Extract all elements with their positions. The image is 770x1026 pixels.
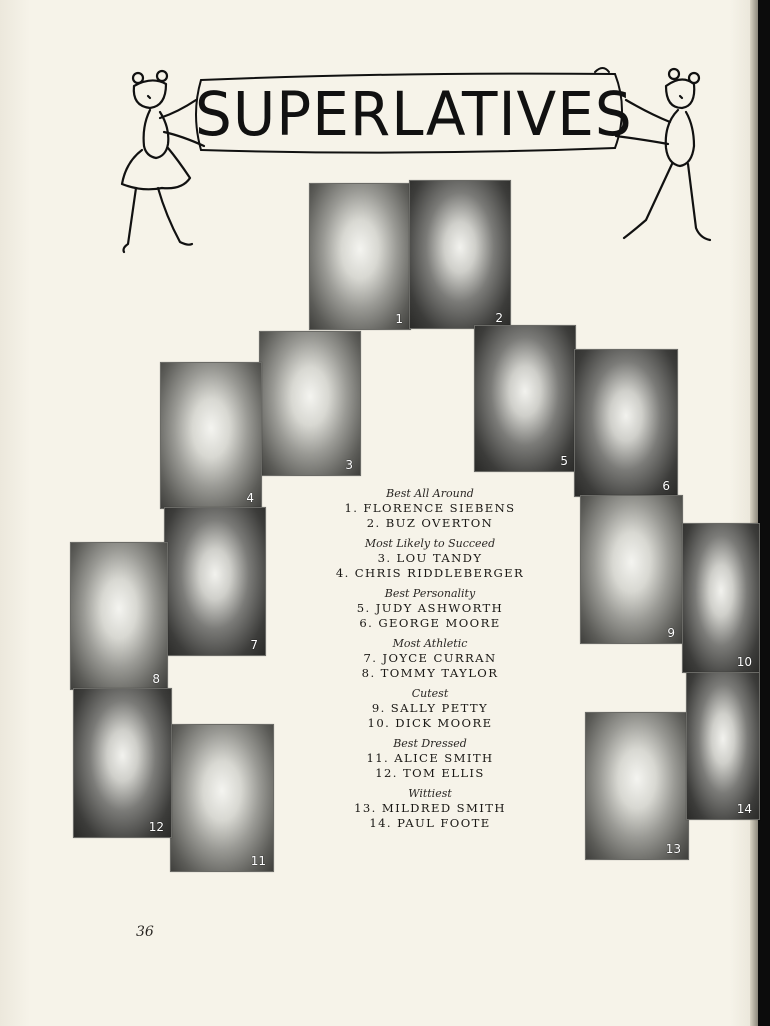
award-winner: 5. JUDY ASHWORTH <box>356 601 504 615</box>
portrait-number: 8 <box>152 672 160 686</box>
award-category: Best Personality <box>384 587 476 600</box>
award-category: Wittiest <box>408 787 452 800</box>
portrait-14 <box>686 672 760 820</box>
award-winner: 14. PAUL FOOTE <box>369 816 491 830</box>
award-winner: 10. DICK MOORE <box>367 716 493 730</box>
portrait-11 <box>170 724 274 872</box>
portrait-number: 9 <box>667 626 675 640</box>
award-winner: 13. MILDRED SMITH <box>354 801 506 815</box>
portrait-4 <box>160 362 262 509</box>
portrait-number: 3 <box>345 458 353 472</box>
page-number: 36 <box>136 924 154 940</box>
portrait-number: 11 <box>250 854 266 868</box>
portrait-number: 14 <box>736 802 752 816</box>
portrait-number: 7 <box>250 638 258 652</box>
portrait-8 <box>70 542 168 690</box>
portrait-number: 2 <box>495 311 503 325</box>
award-category: Best All Around <box>386 487 474 500</box>
portrait-5 <box>474 325 576 472</box>
portrait-2 <box>409 180 511 329</box>
award-winner: 2. BUZ OVERTON <box>366 516 494 530</box>
award-winner: 9. SALLY PETTY <box>371 701 489 715</box>
page-edge-shadow <box>750 0 758 1026</box>
portrait-number: 4 <box>246 491 254 505</box>
portrait-13 <box>585 712 689 860</box>
award-winner: 6. GEORGE MOORE <box>359 616 501 630</box>
portrait-number: 5 <box>560 454 568 468</box>
title-banner <box>195 66 633 160</box>
portrait-3 <box>259 331 361 476</box>
award-winner: 7. JOYCE CURRAN <box>363 651 497 665</box>
award-winner: 1. FLORENCE SIEBENS <box>344 501 516 515</box>
award-winner: 11. ALICE SMITH <box>366 751 494 765</box>
award-category: Most Likely to Succeed <box>364 537 496 550</box>
award-winner: 12. TOM ELLIS <box>375 766 485 780</box>
page-title: SUPERLATIVES <box>195 78 633 150</box>
award-category: Best Dressed <box>393 737 467 750</box>
portrait-10 <box>682 523 760 673</box>
portrait-6 <box>574 349 678 497</box>
portrait-number: 6 <box>662 479 670 493</box>
portrait-number: 13 <box>665 842 681 856</box>
portrait-number: 10 <box>736 655 752 669</box>
portrait-number: 12 <box>148 820 164 834</box>
book-spine <box>758 0 770 1026</box>
awards-list <box>290 487 570 831</box>
portrait-1 <box>309 183 411 330</box>
portrait-7 <box>164 507 266 656</box>
portrait-9 <box>580 495 683 644</box>
award-category: Most Athletic <box>392 637 468 650</box>
portrait-number: 1 <box>395 312 403 326</box>
award-category: Cutest <box>411 687 449 700</box>
award-winner: 3. LOU TANDY <box>377 551 483 565</box>
award-winner: 8. TOMMY TAYLOR <box>361 666 499 680</box>
award-winner: 4. CHRIS RIDDLEBERGER <box>335 566 525 580</box>
portrait-12 <box>73 688 172 838</box>
